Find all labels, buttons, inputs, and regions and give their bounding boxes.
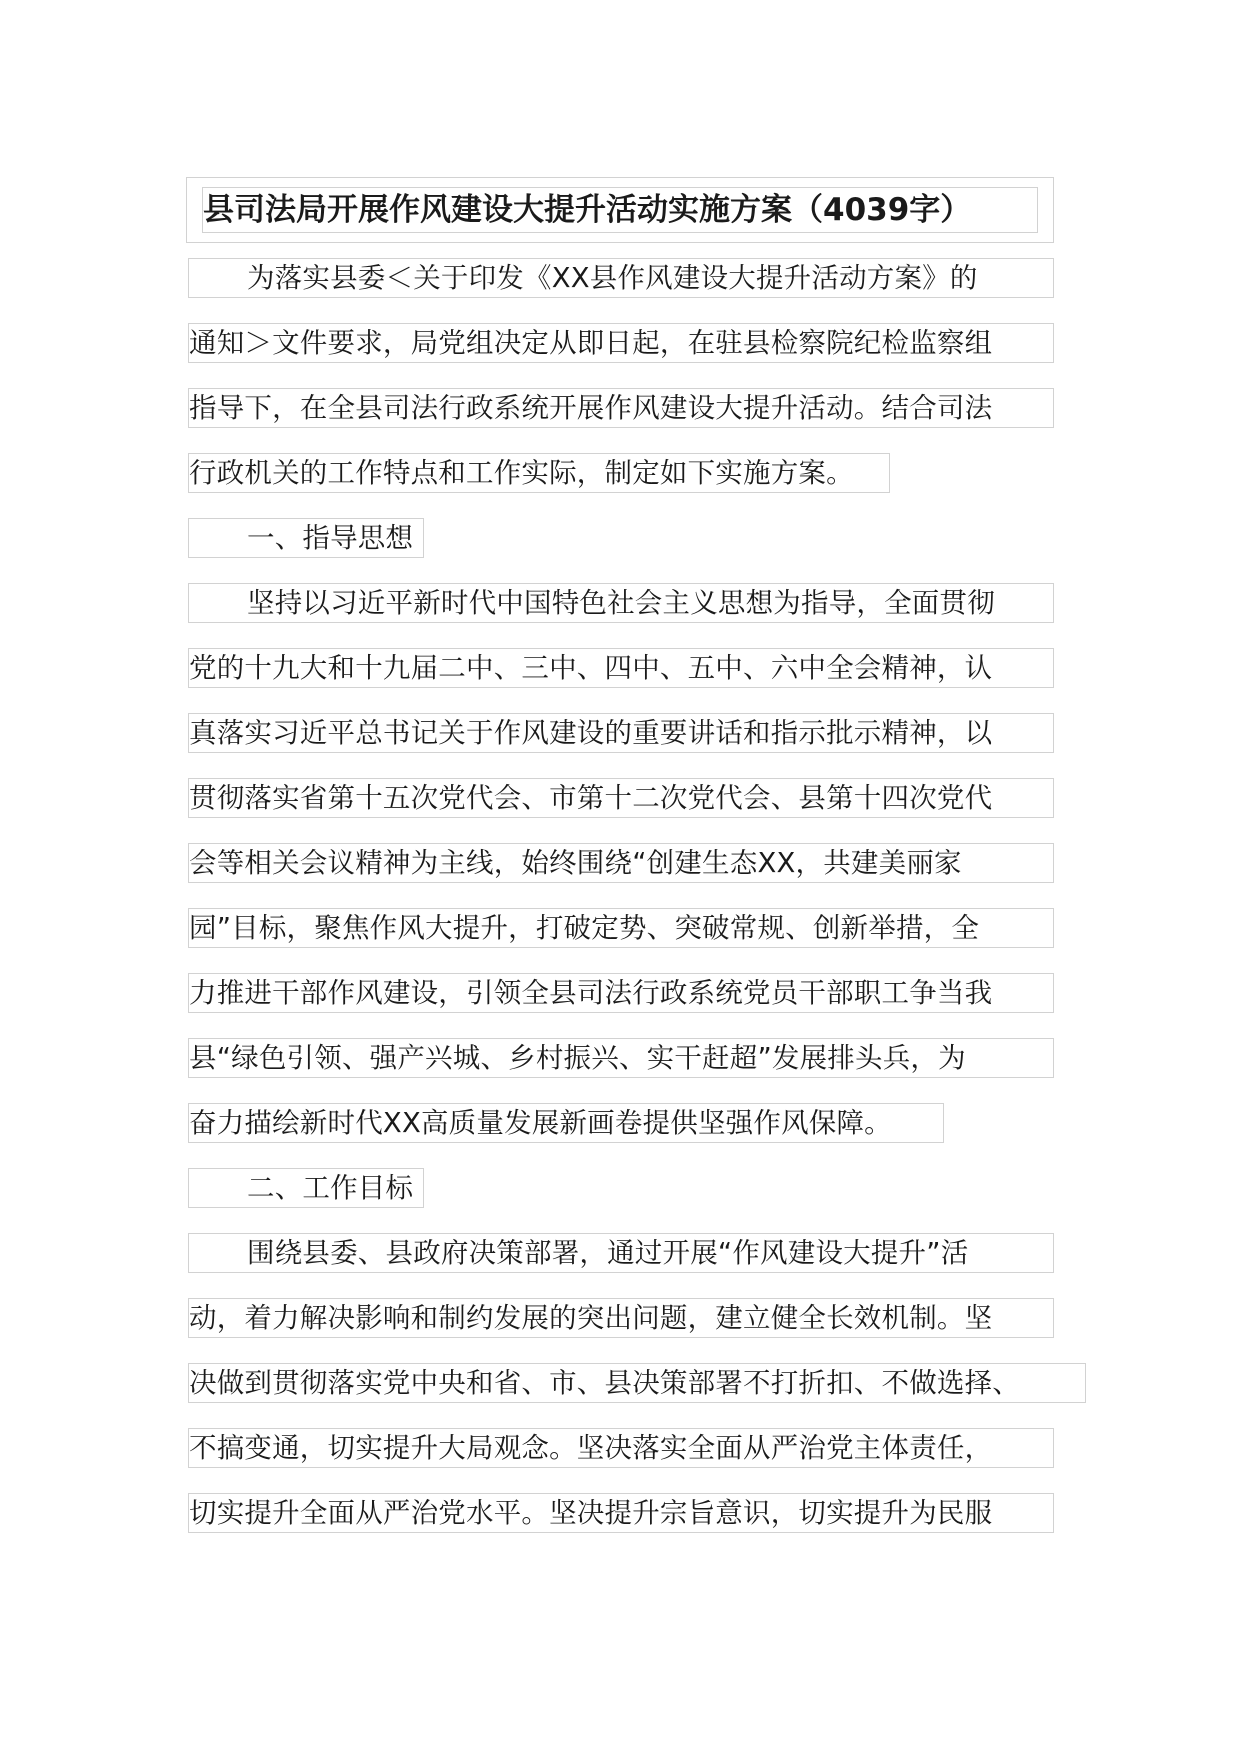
paragraph-line: 会等相关会议精神为主线，始终围绕“创建生态XX，共建美丽家 <box>188 843 1054 883</box>
paragraph-line: 奋力描绘新时代XX高质量发展新画卷提供坚强作风保障。 <box>188 1103 944 1143</box>
section-heading: 二、工作目标 <box>188 1168 424 1208</box>
paragraph-line: 力推进干部作风建设，引领全县司法行政系统党员干部职工争当我 <box>188 973 1054 1013</box>
paragraph-line: 为落实县委＜关于印发《XX县作风建设大提升活动方案》的 <box>188 258 1054 298</box>
paragraph-line: 园”目标，聚焦作风大提升，打破定势、突破常规、创新举措，全 <box>188 908 1054 948</box>
paragraph-line: 坚持以习近平新时代中国特色社会主义思想为指导，全面贯彻 <box>188 583 1054 623</box>
paragraph-line: 县“绿色引领、强产兴城、乡村振兴、实干赶超”发展排头兵，为 <box>188 1038 1054 1078</box>
paragraph-line: 行政机关的工作特点和工作实际，制定如下实施方案。 <box>188 453 890 493</box>
section-heading: 一、指导思想 <box>188 518 424 558</box>
document-title: 县司法局开展作风建设大提升活动实施方案（4039字） <box>202 187 1038 233</box>
paragraph-line: 决做到贯彻落实党中央和省、市、县决策部署不打折扣、不做选择、 <box>188 1363 1086 1403</box>
paragraph-line: 不搞变通，切实提升大局观念。坚决落实全面从严治党主体责任， <box>188 1428 1054 1468</box>
paragraph-line: 切实提升全面从严治党水平。坚决提升宗旨意识，切实提升为民服 <box>188 1493 1054 1533</box>
paragraph-line: 动，着力解决影响和制约发展的突出问题，建立健全长效机制。坚 <box>188 1298 1054 1338</box>
paragraph-line: 指导下，在全县司法行政系统开展作风建设大提升活动。结合司法 <box>188 388 1054 428</box>
paragraph-line: 贯彻落实省第十五次党代会、市第十二次党代会、县第十四次党代 <box>188 778 1054 818</box>
paragraph-line: 围绕县委、县政府决策部署，通过开展“作风建设大提升”活 <box>188 1233 1054 1273</box>
paragraph-line: 真落实习近平总书记关于作风建设的重要讲话和指示批示精神，以 <box>188 713 1054 753</box>
paragraph-line: 党的十九大和十九届二中、三中、四中、五中、六中全会精神，认 <box>188 648 1054 688</box>
paragraph-line: 通知＞文件要求，局党组决定从即日起，在驻县检察院纪检监察组 <box>188 323 1054 363</box>
